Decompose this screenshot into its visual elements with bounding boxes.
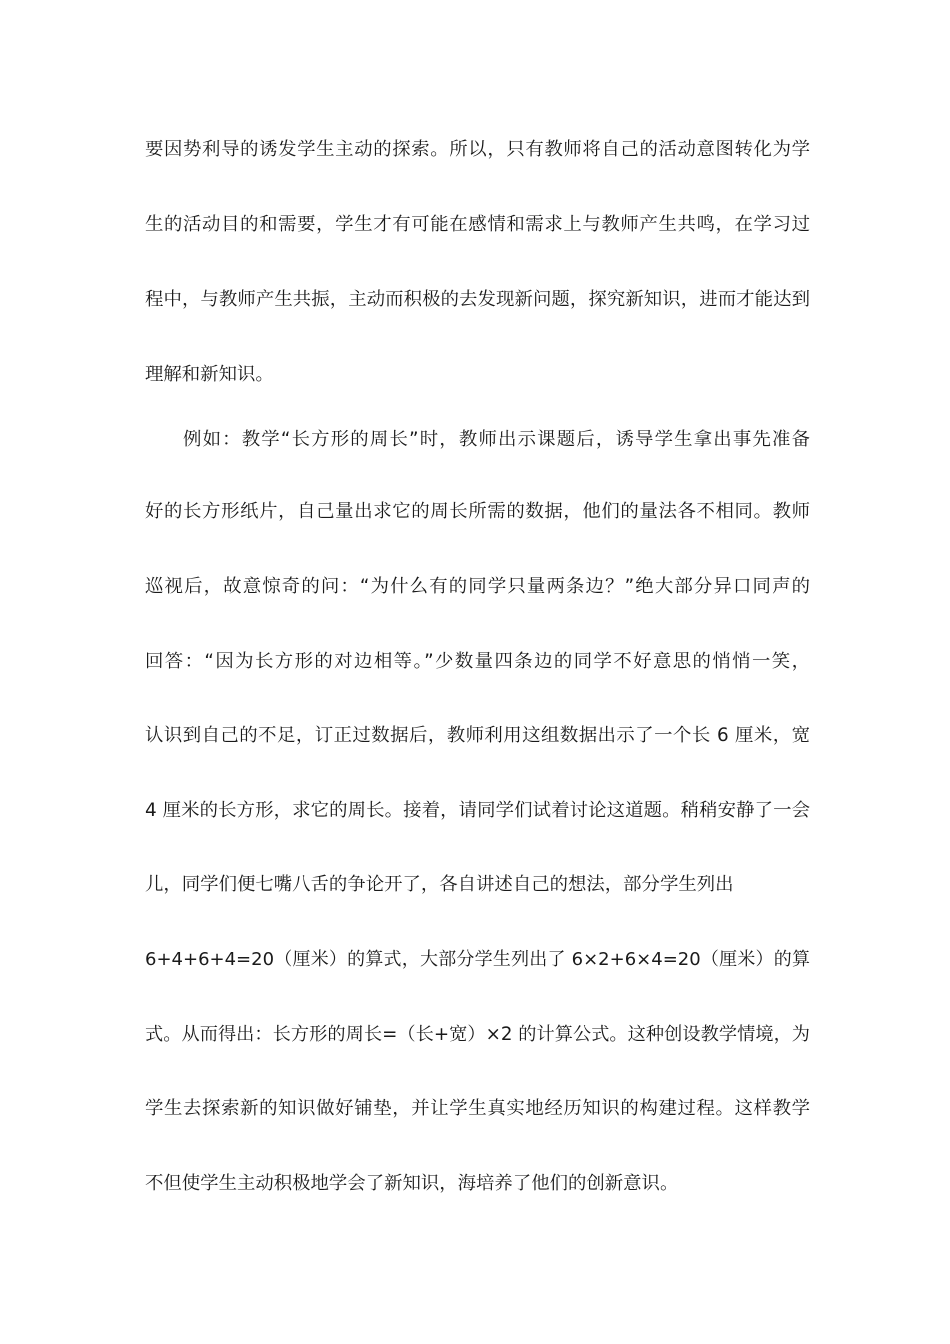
paragraph-line: 儿，同学们便七嘴八舌的争论开了，各自讲述自己的想法，部分学生列出 (145, 874, 734, 895)
paragraph-line: 6+4+6+4=20（厘米）的算式，大部分学生列出了 6×2+6×4=20（厘米）的算 (145, 949, 810, 970)
paragraph-line: 程中，与教师产生共振，主动而积极的去发现新问题，探究新知识，进而才能达到 (145, 289, 810, 310)
paragraph-line: 式。从而得出：长方形的周长=（长+宽）×2 的计算公式。这种创设教学情境，为 (145, 1024, 810, 1045)
paragraph-line: 4 厘米的长方形，求它的周长。接着，请同学们试着讨论这道题。稍稍安静了一会 (145, 800, 810, 821)
paragraph-line: 巡视后，故意惊奇的问：“为什么有的同学只量两条边？”绝大部分异口同声的 (145, 576, 810, 597)
paragraph-line: 好的长方形纸片，自己量出求它的周长所需的数据，他们的量法各不相同。教师 (145, 501, 810, 522)
paragraph-line: 回答：“因为长方形的对边相等。”少数量四条边的同学不好意思的悄悄一笑， (145, 651, 810, 672)
paragraph-line: 理解和新知识。 (145, 364, 274, 385)
paragraph-line: 生的活动目的和需要，学生才有可能在感情和需求上与教师产生共鸣，在学习过 (145, 214, 810, 235)
paragraph-line: 认识到自己的不足，订正过数据后，教师利用这组数据出示了一个长 6 厘米，宽 (145, 725, 810, 746)
paragraph-line: 要因势利导的诱发学生主动的探索。所以，只有教师将自己的活动意图转化为学 (145, 139, 810, 160)
paragraph-line: 学生去探索新的知识做好铺垫，并让学生真实地经历知识的构建过程。这样教学 (145, 1098, 810, 1119)
paragraph-line: 例如：教学“长方形的周长”时，教师出示课题后，诱导学生拿出事先准备 (183, 429, 810, 450)
paragraph-line: 不但使学生主动积极地学会了新知识，海培养了他们的创新意识。 (145, 1173, 679, 1194)
